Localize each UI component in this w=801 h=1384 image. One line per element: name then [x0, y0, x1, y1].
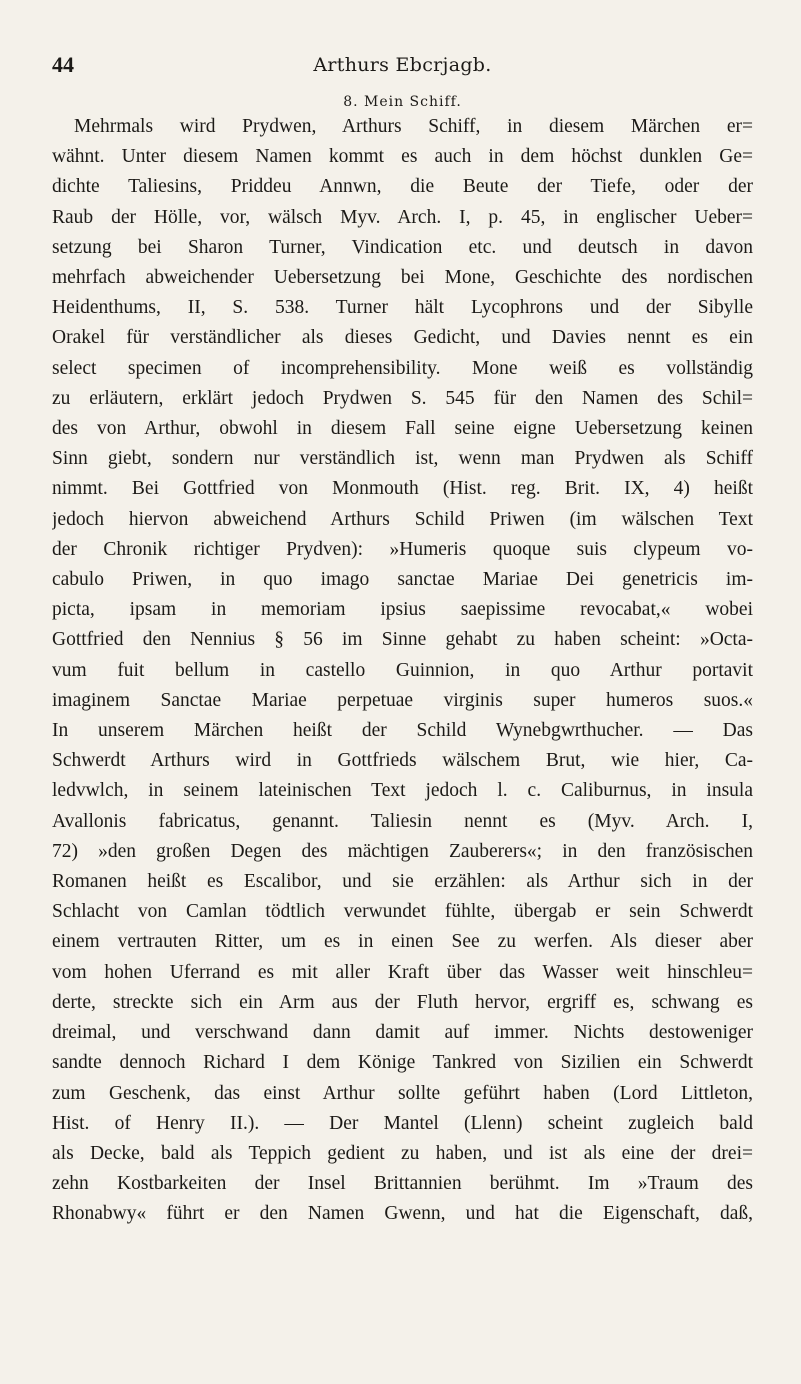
section-heading: 8. Mein Schiff. [343, 94, 462, 110]
text-line: select specimen of incomprehensibility. Mone weiß es vollständig [52, 357, 753, 379]
running-title: Arthurs Ebcrjagb. [313, 54, 492, 76]
text-line: wähnt. Unter diesem Namen kommt es auch in dem höchst dunklen Ge= [52, 146, 753, 168]
text-line: derte, streckte sich ein Arm aus der Fluth hervor, ergriff es, schwang es [52, 991, 753, 1013]
text-line: jedoch hiervon abweichend Arthurs Schild Priwen (im wälschen Text [52, 508, 753, 530]
text-line: dreimal, und verschwand dann damit auf immer. Nichts destoweniger [52, 1022, 753, 1044]
running-head [52, 52, 753, 82]
text-line: Gottfried den Nennius § 56 im Sinne gehabt zu haben scheint: »Octa- [52, 629, 753, 651]
text-line: mehrfach abweichender Uebersetzung bei Mone, Geschichte des nordischen [52, 267, 753, 289]
text-line: picta, ipsam in memoriam ipsius saepissime revocabat,« wobei [52, 599, 753, 621]
text-line: vum fuit bellum in castello Guinnion, in quo Arthur portavit [52, 659, 753, 681]
text-line: Sinn giebt, sondern nur verständlich ist, wenn man Prydwen als Schiff [52, 448, 753, 470]
text-line: Schlacht von Camlan tödtlich verwundet fühlte, übergab er sein Schwerdt [52, 901, 753, 923]
text-line: Romanen heißt es Escalibor, und sie erzählen: als Arthur sich in der [52, 871, 753, 893]
text-line: Raub der Hölle, vor, wälsch Myv. Arch. I, p. 45, in englischer Ueber= [52, 206, 753, 228]
body-text [52, 112, 753, 1230]
text-line: setzung bei Sharon Turner, Vindication etc. und deutsch in davon [52, 236, 753, 258]
text-line: imaginem Sanctae Mariae perpetuae virginis super humeros suos.« [52, 689, 753, 711]
text-line: zum Geschenk, das einst Arthur sollte geführt haben (Lord Littleton, [52, 1082, 753, 1104]
text-line: der Chronik richtiger Prydven): »Humeris quoque suis clypeum vo- [52, 538, 753, 560]
text-line: einem vertrauten Ritter, um es in einen See zu werfen. Als dieser aber [52, 931, 753, 953]
text-line: Rhonabwy« führt er den Namen Gwenn, und hat die Eigenschaft, daß, [52, 1203, 753, 1225]
text-line: sandte dennoch Richard I dem Könige Tankred von Sizilien ein Schwerdt [52, 1052, 753, 1074]
text-line: des von Arthur, obwohl in diesem Fall seine eigne Uebersetzung keinen [52, 418, 753, 440]
text-line: Orakel für verständlicher als dieses Gedicht, und Davies nennt es ein [52, 327, 753, 349]
text-line: zu erläutern, erklärt jedoch Prydwen S. 545 für den Namen des Schil= [52, 387, 753, 409]
text-line: In unserem Märchen heißt der Schild Wynebgwrthucher. — Das [52, 720, 753, 742]
text-line: cabulo Priwen, in quo imago sanctae Mariae Dei genetricis im- [52, 569, 753, 591]
text-line: nimmt. Bei Gottfried von Monmouth (Hist. reg. Brit. IX, 4) heißt [52, 478, 753, 500]
text-line: dichte Taliesins, Priddeu Annwn, die Beute der Tiefe, oder der [52, 176, 753, 198]
text-line: Mehrmals wird Prydwen, Arthurs Schiff, in diesem Märchen er= [74, 116, 753, 137]
text-line: Hist. of Henry II.). — Der Mantel (Llenn) scheint zugleich bald [52, 1112, 753, 1134]
text-line: Heidenthums, II, S. 538. Turner hält Lycophrons und der Sibylle [52, 297, 753, 319]
text-line: 72) »den großen Degen des mächtigen Zauberers«; in den französischen [52, 840, 753, 862]
text-line: zehn Kostbarkeiten der Insel Brittannien berühmt. Im »Traum des [52, 1173, 753, 1195]
page-number: 44 [52, 52, 74, 77]
text-line: Schwerdt Arthurs wird in Gottfrieds wälschem Brut, wie hier, Ca- [52, 750, 753, 772]
text-line: ledvwlch, in seinem lateinischen Text jedoch l. c. Caliburnus, in insula [52, 780, 753, 802]
text-line: vom hohen Uferrand es mit aller Kraft über das Wasser weit hinschleu= [52, 961, 753, 983]
text-line: als Decke, bald als Teppich gedient zu haben, und ist als eine der drei= [52, 1142, 753, 1164]
text-line: Avallonis fabricatus, genannt. Taliesin nennt es (Myv. Arch. I, [52, 810, 753, 832]
